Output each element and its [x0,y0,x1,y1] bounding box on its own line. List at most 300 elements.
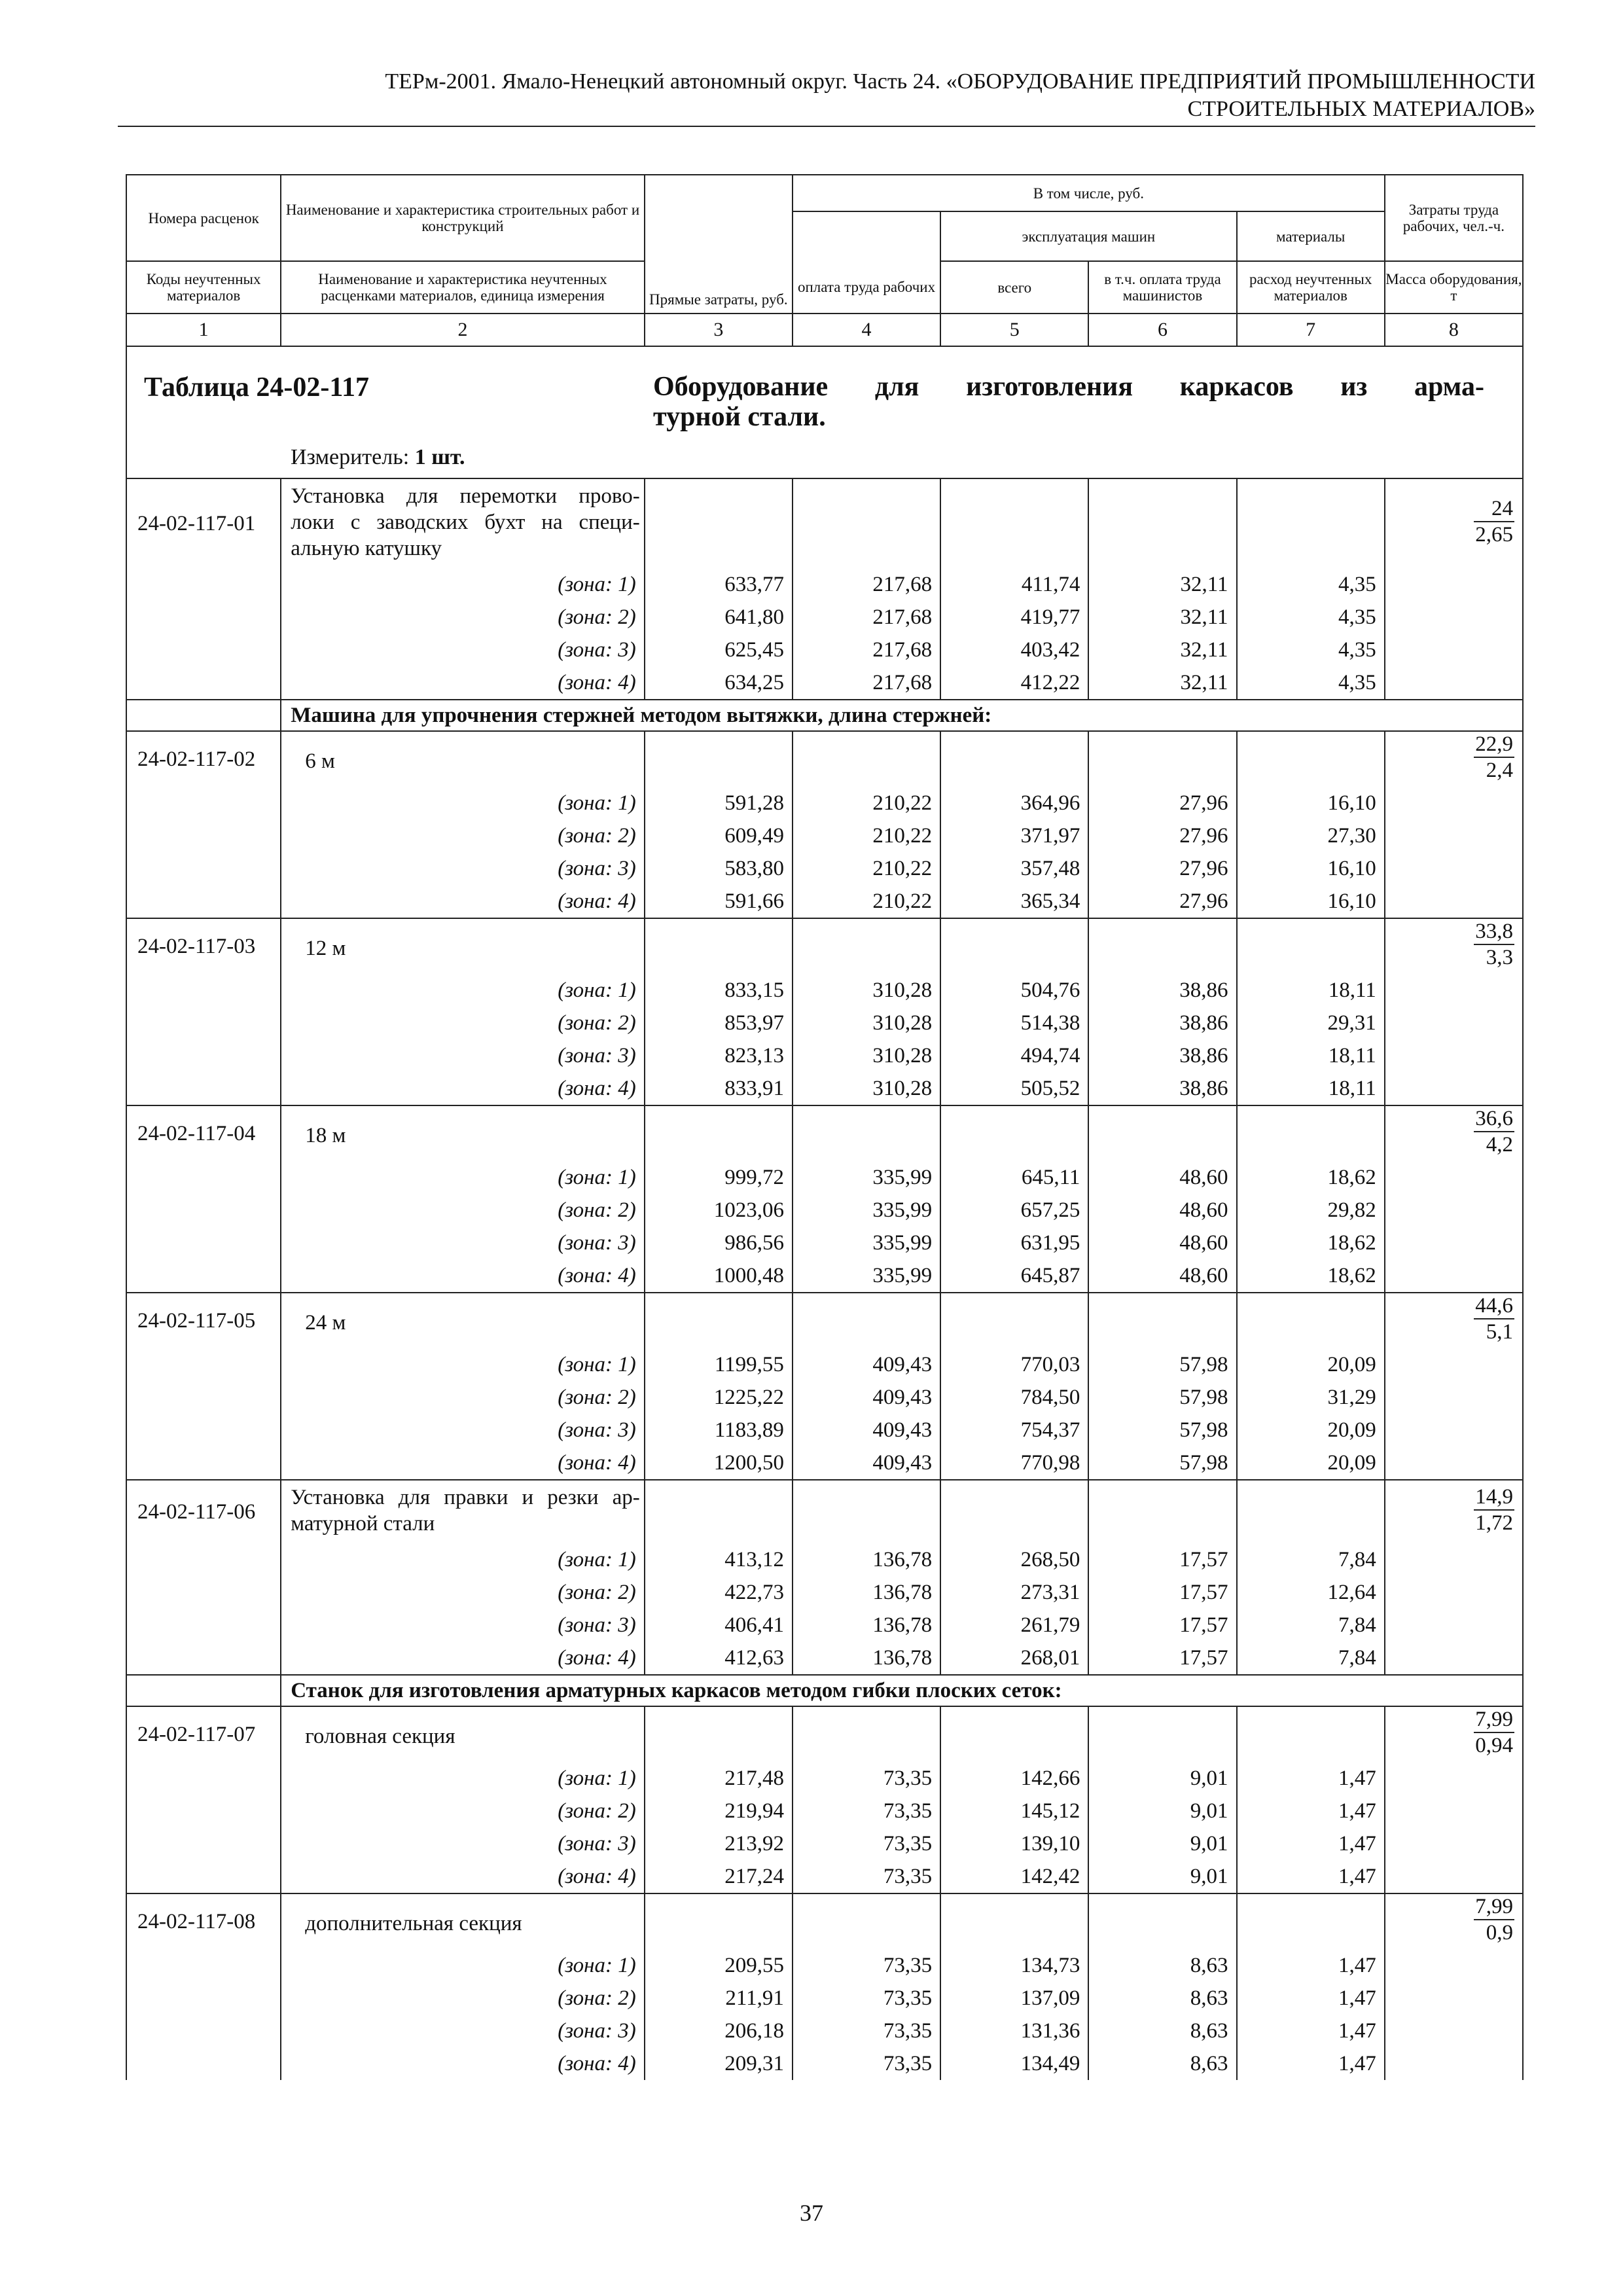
worker-wages: 73,35 [793,2015,940,2047]
empty-cell [940,1293,1088,1348]
materials-cost: 29,82 [1237,1194,1385,1227]
zone-row [126,2047,1523,2080]
zone-label: (зона: 2) [281,1007,645,1039]
unit-value: 1 шт. [414,445,465,469]
col7-bottom-header: расход неучтенных материалов [1237,261,1385,314]
table-name-line2: турной стали. [653,402,826,432]
zone-label: (зона: 1) [281,568,645,601]
zone-code-empty [126,1609,281,1641]
direct-cost: 833,91 [645,1072,793,1105]
materials-cost: 31,29 [1237,1381,1385,1414]
worker-wages: 210,22 [793,819,940,852]
zone-row [126,1543,1523,1576]
zone-label: (зона: 2) [281,1194,645,1227]
zone-label: (зона: 4) [281,1072,645,1105]
fraction [1474,1894,1514,1945]
zone-code-empty [126,1827,281,1860]
col-number-2: 2 [281,314,645,346]
zone-code-empty [126,787,281,819]
labor-empty [1385,1543,1523,1576]
zone-label: (зона: 3) [281,1827,645,1860]
labor-empty [1385,1227,1523,1259]
zone-row [126,819,1523,852]
labor-mass-fraction [1385,1480,1523,1543]
direct-cost: 413,12 [645,1543,793,1576]
worker-wages: 310,28 [793,1039,940,1072]
worker-wages: 335,99 [793,1161,940,1194]
direct-cost: 591,66 [645,885,793,918]
direct-cost: 219,94 [645,1795,793,1827]
machine-cost-total: 411,74 [940,568,1088,601]
materials-cost: 1,47 [1237,1860,1385,1893]
zone-code-empty [126,1161,281,1194]
worker-wages: 210,22 [793,852,940,885]
zone-row [126,1641,1523,1675]
machine-cost-total: 754,37 [940,1414,1088,1446]
labor-mass-fraction [1385,1893,1523,1949]
worker-wages: 409,43 [793,1446,940,1480]
materials-cost: 1,47 [1237,1762,1385,1795]
zone-row [126,885,1523,918]
zone-label: (зона: 3) [281,2015,645,2047]
empty-cell [793,478,940,568]
materials-cost: 4,35 [1237,568,1385,601]
zone-code-empty [126,1641,281,1675]
fraction [1474,496,1514,547]
empty-cell [1237,1893,1385,1949]
machinist-wages: 48,60 [1088,1259,1236,1293]
empty-cell [793,1480,940,1543]
zone-label: (зона: 2) [281,1381,645,1414]
col8-top-header: Затраты труда рабочих, чел.-ч. [1385,175,1523,261]
labor-hours: 36,6 [1474,1106,1514,1132]
equipment-mass: 0,9 [1486,1921,1513,1945]
zone-row [126,852,1523,885]
labor-empty [1385,1860,1523,1893]
machines-header: эксплуатация машин [940,211,1236,261]
machine-cost-total: 364,96 [940,787,1088,819]
labor-hours: 7,99 [1474,1707,1514,1733]
machinist-wages: 8,63 [1088,2047,1236,2080]
empty-cell [940,1706,1088,1762]
worker-wages: 73,35 [793,2047,940,2080]
materials-cost: 1,47 [1237,2047,1385,2080]
zone-row [126,1576,1523,1609]
zone-row [126,1860,1523,1893]
worker-wages: 335,99 [793,1194,940,1227]
col-number-1: 1 [126,314,281,346]
machinist-wages: 32,11 [1088,568,1236,601]
zone-label: (зона: 2) [281,601,645,634]
machine-cost-total: 657,25 [940,1194,1088,1227]
materials-cost: 18,62 [1237,1161,1385,1194]
materials-cost: 20,09 [1237,1446,1385,1480]
machinist-wages: 38,86 [1088,1039,1236,1072]
zone-row [126,1259,1523,1293]
running-header-line1: ТЕРм-2001. Ямало-Ненецкий автономный округ. Часть 24. «ОБОРУДОВАНИЕ ПРЕДПРИЯТИЙ ПРОМЫШЛЕННОСТИ [385,69,1535,94]
fraction [1474,919,1514,970]
zone-row [126,601,1523,634]
fraction [1474,732,1514,783]
direct-cost: 633,77 [645,568,793,601]
rate-name-line: альную катушку [291,537,442,560]
equipment-mass: 4,2 [1486,1133,1513,1157]
labor-hours: 24 [1474,496,1514,522]
materials-cost: 16,10 [1237,852,1385,885]
worker-wages: 73,35 [793,1982,940,2015]
zone-code-empty [126,568,281,601]
empty-cell [940,1893,1088,1949]
direct-cost: 986,56 [645,1227,793,1259]
machinist-wages: 8,63 [1088,2015,1236,2047]
group-code-empty [126,1675,281,1706]
rate-row [126,1706,1523,1762]
zone-label: (зона: 2) [281,1795,645,1827]
worker-wages: 136,78 [793,1576,940,1609]
materials-cost: 4,35 [1237,634,1385,666]
labor-empty [1385,1446,1523,1480]
machine-cost-total: 142,66 [940,1762,1088,1795]
rate-name-line: 18 м [305,1124,346,1147]
table-name-line1: Оборудование для изготовления каркасов из арма- [653,372,1484,402]
labor-empty [1385,568,1523,601]
rate-code: 24-02-117-08 [126,1893,281,1949]
labor-empty [1385,1414,1523,1446]
worker-wages: 310,28 [793,974,940,1007]
machinist-wages: 9,01 [1088,1762,1236,1795]
rate-row [126,1105,1523,1161]
machine-cost-total: 770,03 [940,1348,1088,1381]
rate-row [126,478,1523,568]
zone-code-empty [126,1982,281,2015]
direct-cost: 213,92 [645,1827,793,1860]
rates-table [126,174,1524,2080]
labor-empty [1385,2047,1523,2080]
machine-cost-total: 504,76 [940,974,1088,1007]
labor-empty [1385,1348,1523,1381]
zone-label: (зона: 2) [281,1982,645,2015]
running-header-line2: СТРОИТЕЛЬНЫХ МАТЕРИАЛОВ» [1187,97,1535,121]
empty-cell [1088,1893,1236,1949]
machine-cost-total: 645,11 [940,1161,1088,1194]
zone-row [126,666,1523,700]
zone-label: (зона: 4) [281,2047,645,2080]
col3-header: Прямые затраты, руб. [645,175,793,314]
machinist-wages: 9,01 [1088,1795,1236,1827]
machinist-wages: 17,57 [1088,1543,1236,1576]
zone-code-empty [126,1072,281,1105]
zone-label: (зона: 2) [281,819,645,852]
zone-code-empty [126,2015,281,2047]
direct-cost: 999,72 [645,1161,793,1194]
labor-empty [1385,1576,1523,1609]
machine-cost-total: 494,74 [940,1039,1088,1072]
rate-name [281,1293,645,1348]
col7-top-header: материалы [1237,211,1385,261]
zone-code-empty [126,601,281,634]
zone-code-empty [126,1227,281,1259]
machine-cost-total: 505,52 [940,1072,1088,1105]
rate-name-line: Установка для правки и резки ар- [291,1486,640,1509]
fraction [1474,1293,1514,1344]
zone-code-empty [126,1194,281,1227]
direct-cost: 412,63 [645,1641,793,1675]
empty-cell [1088,1706,1236,1762]
zone-code-empty [126,1039,281,1072]
labor-mass-fraction [1385,1293,1523,1348]
zone-row [126,1827,1523,1860]
rate-code: 24-02-117-04 [126,1105,281,1161]
zone-label: (зона: 4) [281,885,645,918]
machinist-wages: 27,96 [1088,787,1236,819]
worker-wages: 73,35 [793,1762,940,1795]
zone-label: (зона: 1) [281,1762,645,1795]
direct-cost: 422,73 [645,1576,793,1609]
zone-label: (зона: 1) [281,1949,645,1982]
rate-row [126,1480,1523,1543]
zone-row [126,1446,1523,1480]
zone-label: (зона: 4) [281,1641,645,1675]
fraction [1474,1484,1514,1535]
zone-label: (зона: 3) [281,1609,645,1641]
empty-cell [645,1293,793,1348]
col5-header: всего [940,261,1088,314]
rate-name-line: Установка для перемотки прово- [291,484,640,508]
rate-code: 24-02-117-03 [126,918,281,974]
labor-empty [1385,634,1523,666]
direct-cost: 1200,50 [645,1446,793,1480]
zone-label: (зона: 4) [281,1860,645,1893]
empty-cell [1088,478,1236,568]
zone-code-empty [126,1446,281,1480]
zone-row [126,787,1523,819]
direct-cost: 1183,89 [645,1414,793,1446]
rate-code: 24-02-117-01 [126,478,281,568]
equipment-mass: 2,65 [1475,523,1513,547]
group-header: Машина для упрочнения стержней методом вытяжки, длина стержней: [281,700,1523,731]
zone-label: (зона: 3) [281,1227,645,1259]
rate-name [281,1893,645,1949]
machine-cost-total: 142,42 [940,1860,1088,1893]
direct-cost: 641,80 [645,601,793,634]
direct-cost: 609,49 [645,819,793,852]
machine-cost-total: 514,38 [940,1007,1088,1039]
direct-cost: 833,15 [645,974,793,1007]
machine-cost-total: 403,42 [940,634,1088,666]
empty-cell [1237,918,1385,974]
zone-row [126,1762,1523,1795]
col-number-7: 7 [1237,314,1385,346]
rate-name-line: локи с заводских бухт на специ- [291,511,640,534]
zone-label: (зона: 3) [281,1414,645,1446]
direct-cost: 209,31 [645,2047,793,2080]
direct-cost: 634,25 [645,666,793,700]
empty-cell [1237,1706,1385,1762]
labor-empty [1385,1762,1523,1795]
col1-bottom-header: Коды неучтенных материалов [126,261,281,314]
worker-wages: 335,99 [793,1227,940,1259]
worker-wages: 210,22 [793,787,940,819]
zone-label: (зона: 3) [281,634,645,666]
machine-cost-total: 371,97 [940,819,1088,852]
labor-empty [1385,1641,1523,1675]
zone-code-empty [126,1348,281,1381]
zone-code-empty [126,1949,281,1982]
machine-cost-total: 139,10 [940,1827,1088,1860]
labor-empty [1385,1381,1523,1414]
fraction [1474,1106,1514,1157]
rate-row [126,731,1523,787]
zone-row [126,1161,1523,1194]
direct-cost: 1225,22 [645,1381,793,1414]
materials-cost: 18,62 [1237,1259,1385,1293]
zone-label: (зона: 4) [281,1446,645,1480]
zone-code-empty [126,1762,281,1795]
materials-cost: 20,09 [1237,1414,1385,1446]
machine-cost-total: 268,50 [940,1543,1088,1576]
labor-empty [1385,787,1523,819]
machinist-wages: 32,11 [1088,666,1236,700]
materials-cost: 7,84 [1237,1641,1385,1675]
fraction [1474,1707,1514,1758]
machine-cost-total: 419,77 [940,601,1088,634]
empty-cell [1237,478,1385,568]
direct-cost: 206,18 [645,2015,793,2047]
rate-row [126,918,1523,974]
zone-code-empty [126,1795,281,1827]
machinist-wages: 17,57 [1088,1609,1236,1641]
empty-cell [940,1480,1088,1543]
zone-code-empty [126,1259,281,1293]
machinist-wages: 48,60 [1088,1161,1236,1194]
worker-wages: 310,28 [793,1007,940,1039]
zone-label: (зона: 1) [281,1543,645,1576]
zone-row [126,1982,1523,2015]
materials-cost: 1,47 [1237,1827,1385,1860]
empty-cell [793,1706,940,1762]
rate-name-line: 24 м [305,1311,346,1335]
equipment-mass: 3,3 [1486,946,1513,969]
worker-wages: 136,78 [793,1609,940,1641]
worker-wages: 409,43 [793,1348,940,1381]
machine-cost-total: 131,36 [940,2015,1088,2047]
empty-cell [645,918,793,974]
direct-cost: 406,41 [645,1609,793,1641]
machinist-wages: 48,60 [1088,1194,1236,1227]
direct-cost: 1199,55 [645,1348,793,1381]
zone-code-empty [126,2047,281,2080]
zone-code-empty [126,819,281,852]
empty-cell [1237,731,1385,787]
rate-code: 24-02-117-07 [126,1706,281,1762]
header-rule [118,126,1535,127]
empty-cell [940,478,1088,568]
empty-cell [645,1105,793,1161]
machine-cost-total: 137,09 [940,1982,1088,2015]
zone-row [126,1609,1523,1641]
worker-wages: 409,43 [793,1414,940,1446]
col1-top-header: Номера расценок [126,175,281,261]
empty-cell [940,1105,1088,1161]
direct-cost: 853,97 [645,1007,793,1039]
labor-mass-fraction [1385,1706,1523,1762]
empty-cell [645,1893,793,1949]
col4-spacer [793,211,940,261]
machinist-wages: 57,98 [1088,1348,1236,1381]
zone-label: (зона: 4) [281,1259,645,1293]
direct-cost: 625,45 [645,634,793,666]
machinist-wages: 8,63 [1088,1949,1236,1982]
machine-cost-total: 645,87 [940,1259,1088,1293]
group-code-empty [126,700,281,731]
zone-row [126,1414,1523,1446]
machine-cost-total: 357,48 [940,852,1088,885]
empty-cell [793,918,940,974]
materials-cost: 4,35 [1237,666,1385,700]
zone-label: (зона: 1) [281,787,645,819]
zone-row [126,568,1523,601]
machinist-wages: 38,86 [1088,974,1236,1007]
rate-name-line: дополнительная секция [305,1912,522,1935]
materials-cost: 20,09 [1237,1348,1385,1381]
labor-empty [1385,1161,1523,1194]
machinist-wages: 17,57 [1088,1641,1236,1675]
zone-row [126,2015,1523,2047]
labor-hours: 7,99 [1474,1894,1514,1920]
materials-cost: 27,30 [1237,819,1385,852]
materials-cost: 7,84 [1237,1543,1385,1576]
empty-cell [793,1105,940,1161]
machine-cost-total: 784,50 [940,1381,1088,1414]
zone-row [126,1949,1523,1982]
direct-cost: 1023,06 [645,1194,793,1227]
machinist-wages: 57,98 [1088,1446,1236,1480]
machinist-wages: 9,01 [1088,1860,1236,1893]
materials-cost: 1,47 [1237,2015,1385,2047]
col-number-8: 8 [1385,314,1523,346]
labor-empty [1385,1609,1523,1641]
labor-empty [1385,1949,1523,1982]
labor-empty [1385,1007,1523,1039]
table-title-block [126,346,1523,478]
zone-code-empty [126,666,281,700]
equipment-mass: 0,94 [1475,1734,1513,1757]
zone-row [126,1348,1523,1381]
machinist-wages: 27,96 [1088,819,1236,852]
rate-row [126,1893,1523,1949]
machinist-wages: 27,96 [1088,852,1236,885]
machine-cost-total: 631,95 [940,1227,1088,1259]
group-header: Станок для изготовления арматурных каркасов методом гибки плоских сеток: [281,1675,1523,1706]
machine-cost-total: 134,49 [940,2047,1088,2080]
materials-cost: 1,47 [1237,1795,1385,1827]
equipment-mass: 2,4 [1486,759,1513,782]
equipment-mass: 1,72 [1475,1511,1513,1535]
empty-cell [1088,1293,1236,1348]
machine-cost-total: 770,98 [940,1446,1088,1480]
zone-code-empty [126,1007,281,1039]
rate-name [281,1105,645,1161]
machinist-wages: 27,96 [1088,885,1236,918]
rate-code: 24-02-117-06 [126,1480,281,1543]
rate-name-line: 12 м [305,937,346,960]
empty-cell [793,1293,940,1348]
rate-name-line: головная секция [305,1725,455,1748]
empty-cell [1088,731,1236,787]
rate-name [281,731,645,787]
zone-row [126,1381,1523,1414]
col-number-4: 4 [793,314,940,346]
